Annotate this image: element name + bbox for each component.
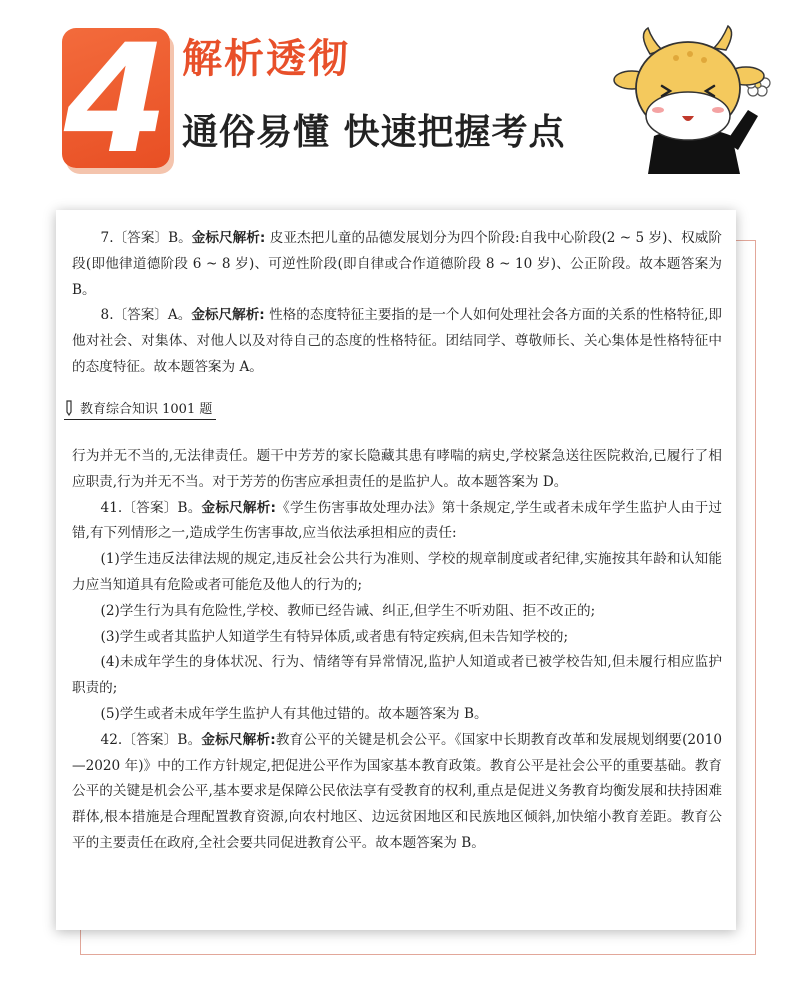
running-head <box>64 396 216 420</box>
badge-number: 4 <box>63 13 169 187</box>
number-badge <box>62 13 170 187</box>
answers-bottom-section <box>72 444 722 857</box>
subheadline: 通俗易懂 快速把握考点 <box>182 112 566 153</box>
headline: 解析透彻 <box>182 36 350 82</box>
answer-item: 8.〔答案〕A。金标尺解析: 性格的态度特征主要指的是一个人如何处理社会各方面的关系的性格特征,即他对社会、对集体、对他人以及对待自己的态度的性格特征。团结同学、尊敬师长、关心集体是性格特征中的态度特征。故本题答案为 A。 <box>72 307 722 375</box>
page-card <box>56 210 736 930</box>
running-head-text: 教育综合知识 1001 题 <box>80 402 213 417</box>
answer-item: 7.〔答案〕B。金标尺解析: 皮亚杰把儿童的品德发展划分为四个阶段:自我中心阶段(2 ~ 5 岁)、权威阶段(即他律道德阶段 6 ~ 8 岁)、可逆性阶段(即自律或合作道德阶段 8 ~ 10 岁)、公正阶段。故本题答案为 B。 <box>72 230 722 298</box>
answer-item: (4)未成年学生的身体状况、行为、情绪等有异常情况,监护人知道或者已被学校告知,但未履行相应监护职责的; <box>72 654 722 697</box>
pencil-icon <box>64 400 74 416</box>
answers-top-section <box>72 226 722 381</box>
cow-mascot-icon <box>608 24 778 174</box>
answer-item: 42.〔答案〕B。金标尺解析:教育公平的关键是机会公平。《国家中长期教育改革和发展规划纲要(2010—2020 年)》中的工作方针规定,把促进公平作为国家基本教育政策。教育公平是社会公平的重要基础。教育公平的关键是机会公平,基本要求是保障公民依法享有受教育的权利,重点是促进义务教育均衡发展和扶持困难群体,根本措施是合理配置教育资源,向农村地区、边远贫困地区和民族地区倾斜,加快缩小教育差距。教育公平的主要责任在政府,全社会要共同促进教育公平。故本题答案为 B。 <box>72 731 723 851</box>
answer-item: (2)学生行为具有危险性,学校、教师已经告诫、纠正,但学生不听劝阻、拒不改正的; <box>100 602 596 619</box>
answer-item: (5)学生或者未成年学生监护人有其他过错的。故本题答案为 B。 <box>100 705 488 722</box>
answer-item: 41.〔答案〕B。金标尺解析:《学生伤害事故处理办法》第十条规定,学生或者未成年学生监护人由于过错,有下列情形之一,造成学生伤害事故,应当依法承担相应的责任: <box>72 499 722 542</box>
answer-item: 行为并无不当的,无法律责任。题干中芳芳的家长隐藏其患有哮喘的病史,学校紧急送往医院救治,已履行了相应职责,行为并无不当。对于芳芳的伤害应承担责任的是监护人。故本题答案为 D。 <box>72 448 722 490</box>
answer-item: (1)学生违反法律法规的规定,违反社会公共行为准则、学校的规章制度或者纪律,实施按其年龄和认知能力应当知道具有危险或者可能危及他人的行为的; <box>72 551 722 593</box>
answer-item: (3)学生或者其监护人知道学生有特异体质,或者患有特定疾病,但未告知学校的; <box>100 628 569 645</box>
